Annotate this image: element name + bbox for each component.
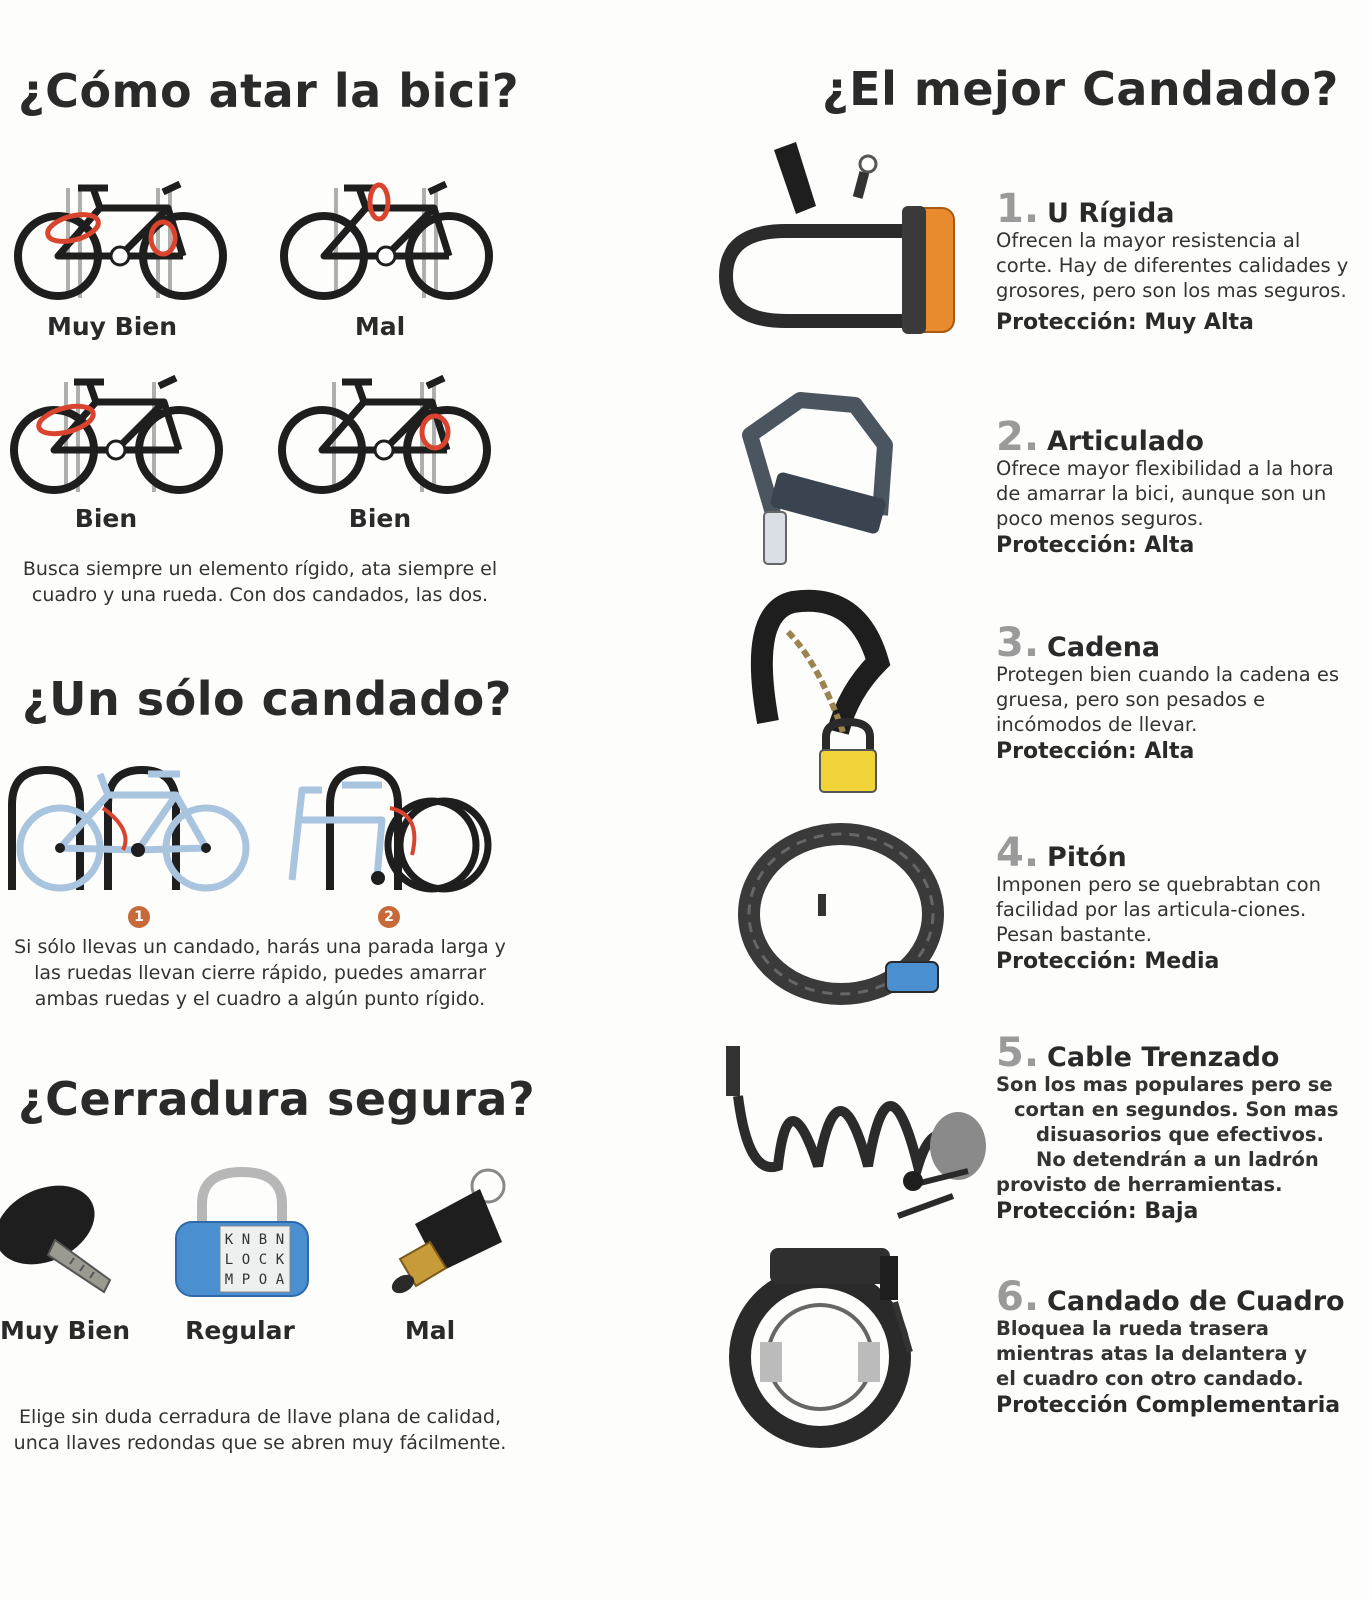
lock-number: 2. xyxy=(996,414,1040,460)
bike-illustration-mal xyxy=(274,168,504,308)
lock-description-line: cortan en segundos. Son mas xyxy=(1014,1098,1339,1121)
lock-u-rigida xyxy=(996,186,1356,335)
bike-illustration-bien-2 xyxy=(272,362,502,502)
lock-description: Bloquea la rueda trasera mientras atas la delantera y el cuadro con otro candado. xyxy=(996,1317,1308,1390)
bike-illustration-bien-1 xyxy=(4,362,234,502)
lock-description: Ofrece mayor flexibilidad a la hora de amarrar la bici, aunque son un poco menos seguros. xyxy=(996,457,1334,530)
round-key-icon xyxy=(370,1164,510,1314)
lock-protection: Protección Complementaria xyxy=(996,1393,1341,1418)
lock-protection: Protección: Alta xyxy=(996,533,1195,558)
padlock-letter: A xyxy=(275,1272,285,1288)
secure-lock-text: Elige sin duda cerradura de llave plana de calidad, unca llaves redondas que se abren muy fácilmente. xyxy=(13,1406,507,1454)
lock-description xyxy=(996,1072,1356,1197)
padlock-letter: B xyxy=(258,1232,268,1248)
badge-2: 2 xyxy=(378,906,400,928)
lock-description: Imponen pero se quebrabtan con facilidad por las articula-ciones. Pesan bastante. xyxy=(996,873,1322,946)
lock-protection: Protección: Baja xyxy=(996,1199,1199,1224)
best-lock-title: ¿El mejor Candado? xyxy=(822,62,1339,116)
caption-key-regular: Regular xyxy=(185,1316,295,1345)
caption-muy-bien: Muy Bien xyxy=(46,312,178,341)
one-lock-text: Si sólo llevas un candado, harás una parada larga y las ruedas llevan cierre rápido, puedes amarrar ambas ruedas y el cuadro a algún punto rígido. xyxy=(14,936,506,1010)
lock-title: U Rígida xyxy=(1047,198,1175,229)
lock-cadena xyxy=(996,620,1356,764)
frame-lock-image xyxy=(730,1242,920,1442)
u-lock-image xyxy=(716,136,976,346)
lock-description-line: Son los mas populares pero se xyxy=(996,1073,1333,1096)
lock-description: Protegen bien cuando la cadena es gruesa, pero son pesados e incómodos de llevar. xyxy=(996,663,1340,736)
one-lock-illustration-2 xyxy=(282,760,502,900)
lock-protection: Protección: Muy Alta xyxy=(996,310,1254,335)
lock-number: 3. xyxy=(996,620,1040,666)
lock-description: Ofrecen la mayor resistencia al corte. Hay de diferentes calidades y grosores, pero son los mas seguros. xyxy=(996,229,1349,302)
lock-title: Articulado xyxy=(1047,426,1204,457)
lock-number: 5. xyxy=(996,1030,1040,1076)
flat-key-icon xyxy=(0,1180,130,1300)
lock-title: Pitón xyxy=(1047,842,1127,873)
padlock-letter: L xyxy=(224,1252,234,1268)
lock-protection: Protección: Media xyxy=(996,949,1220,974)
lock-number: 1. xyxy=(996,186,1040,232)
python-lock-image xyxy=(736,822,946,1012)
lock-description-line: No detendrán a un ladrón xyxy=(1036,1148,1319,1171)
badge-1: 1 xyxy=(128,906,150,928)
one-lock-title: ¿Un sólo candado? xyxy=(22,672,512,726)
lock-title: Candado de Cuadro xyxy=(1047,1286,1345,1317)
caption-bien-1: Bien xyxy=(74,504,138,533)
padlock-letter: O xyxy=(241,1252,251,1268)
lock-number: 4. xyxy=(996,830,1040,876)
lock-description-line: provisto de herramientas. xyxy=(996,1173,1283,1196)
cable-lock-image xyxy=(718,1036,988,1226)
lock-title: Cable Trenzado xyxy=(1047,1042,1280,1073)
bike-illustration-muy-bien xyxy=(8,168,238,308)
padlock-letter: N xyxy=(241,1232,251,1248)
lock-number: 6. xyxy=(996,1274,1040,1320)
lock-piton xyxy=(996,830,1356,974)
padlock-letter: P xyxy=(241,1272,251,1288)
tie-title: ¿Cómo atar la bici? xyxy=(18,64,520,118)
padlock-letter: M xyxy=(224,1272,234,1288)
padlock-letter: K xyxy=(275,1252,285,1268)
padlock-letter: N xyxy=(275,1232,285,1248)
lock-protection: Protección: Alta xyxy=(996,739,1195,764)
chain-lock-image xyxy=(748,592,898,802)
caption-mal: Mal xyxy=(354,312,406,341)
caption-key-mal: Mal xyxy=(404,1316,456,1345)
lock-candado-cuadro xyxy=(996,1274,1356,1418)
padlock-letter: C xyxy=(258,1252,268,1268)
padlock-letter: K xyxy=(224,1232,234,1248)
secure-lock-title: ¿Cerradura segura? xyxy=(18,1072,536,1126)
folding-lock-image xyxy=(730,380,910,570)
lock-cable-trenzado xyxy=(996,1030,1356,1224)
lock-articulado xyxy=(996,414,1356,558)
padlock-letter: O xyxy=(258,1272,268,1288)
lock-description-line: disuasorios que efectivos. xyxy=(1036,1123,1324,1146)
caption-bien-2: Bien xyxy=(348,504,412,533)
caption-key-muy-bien: Muy Bien xyxy=(0,1316,131,1345)
tie-text: Busca siempre un elemento rígido, ata siempre el cuadro y una rueda. Con dos candados, las dos. xyxy=(22,558,498,606)
lock-title: Cadena xyxy=(1047,632,1161,663)
combination-padlock-icon xyxy=(172,1164,312,1304)
one-lock-illustration-1 xyxy=(8,760,258,900)
